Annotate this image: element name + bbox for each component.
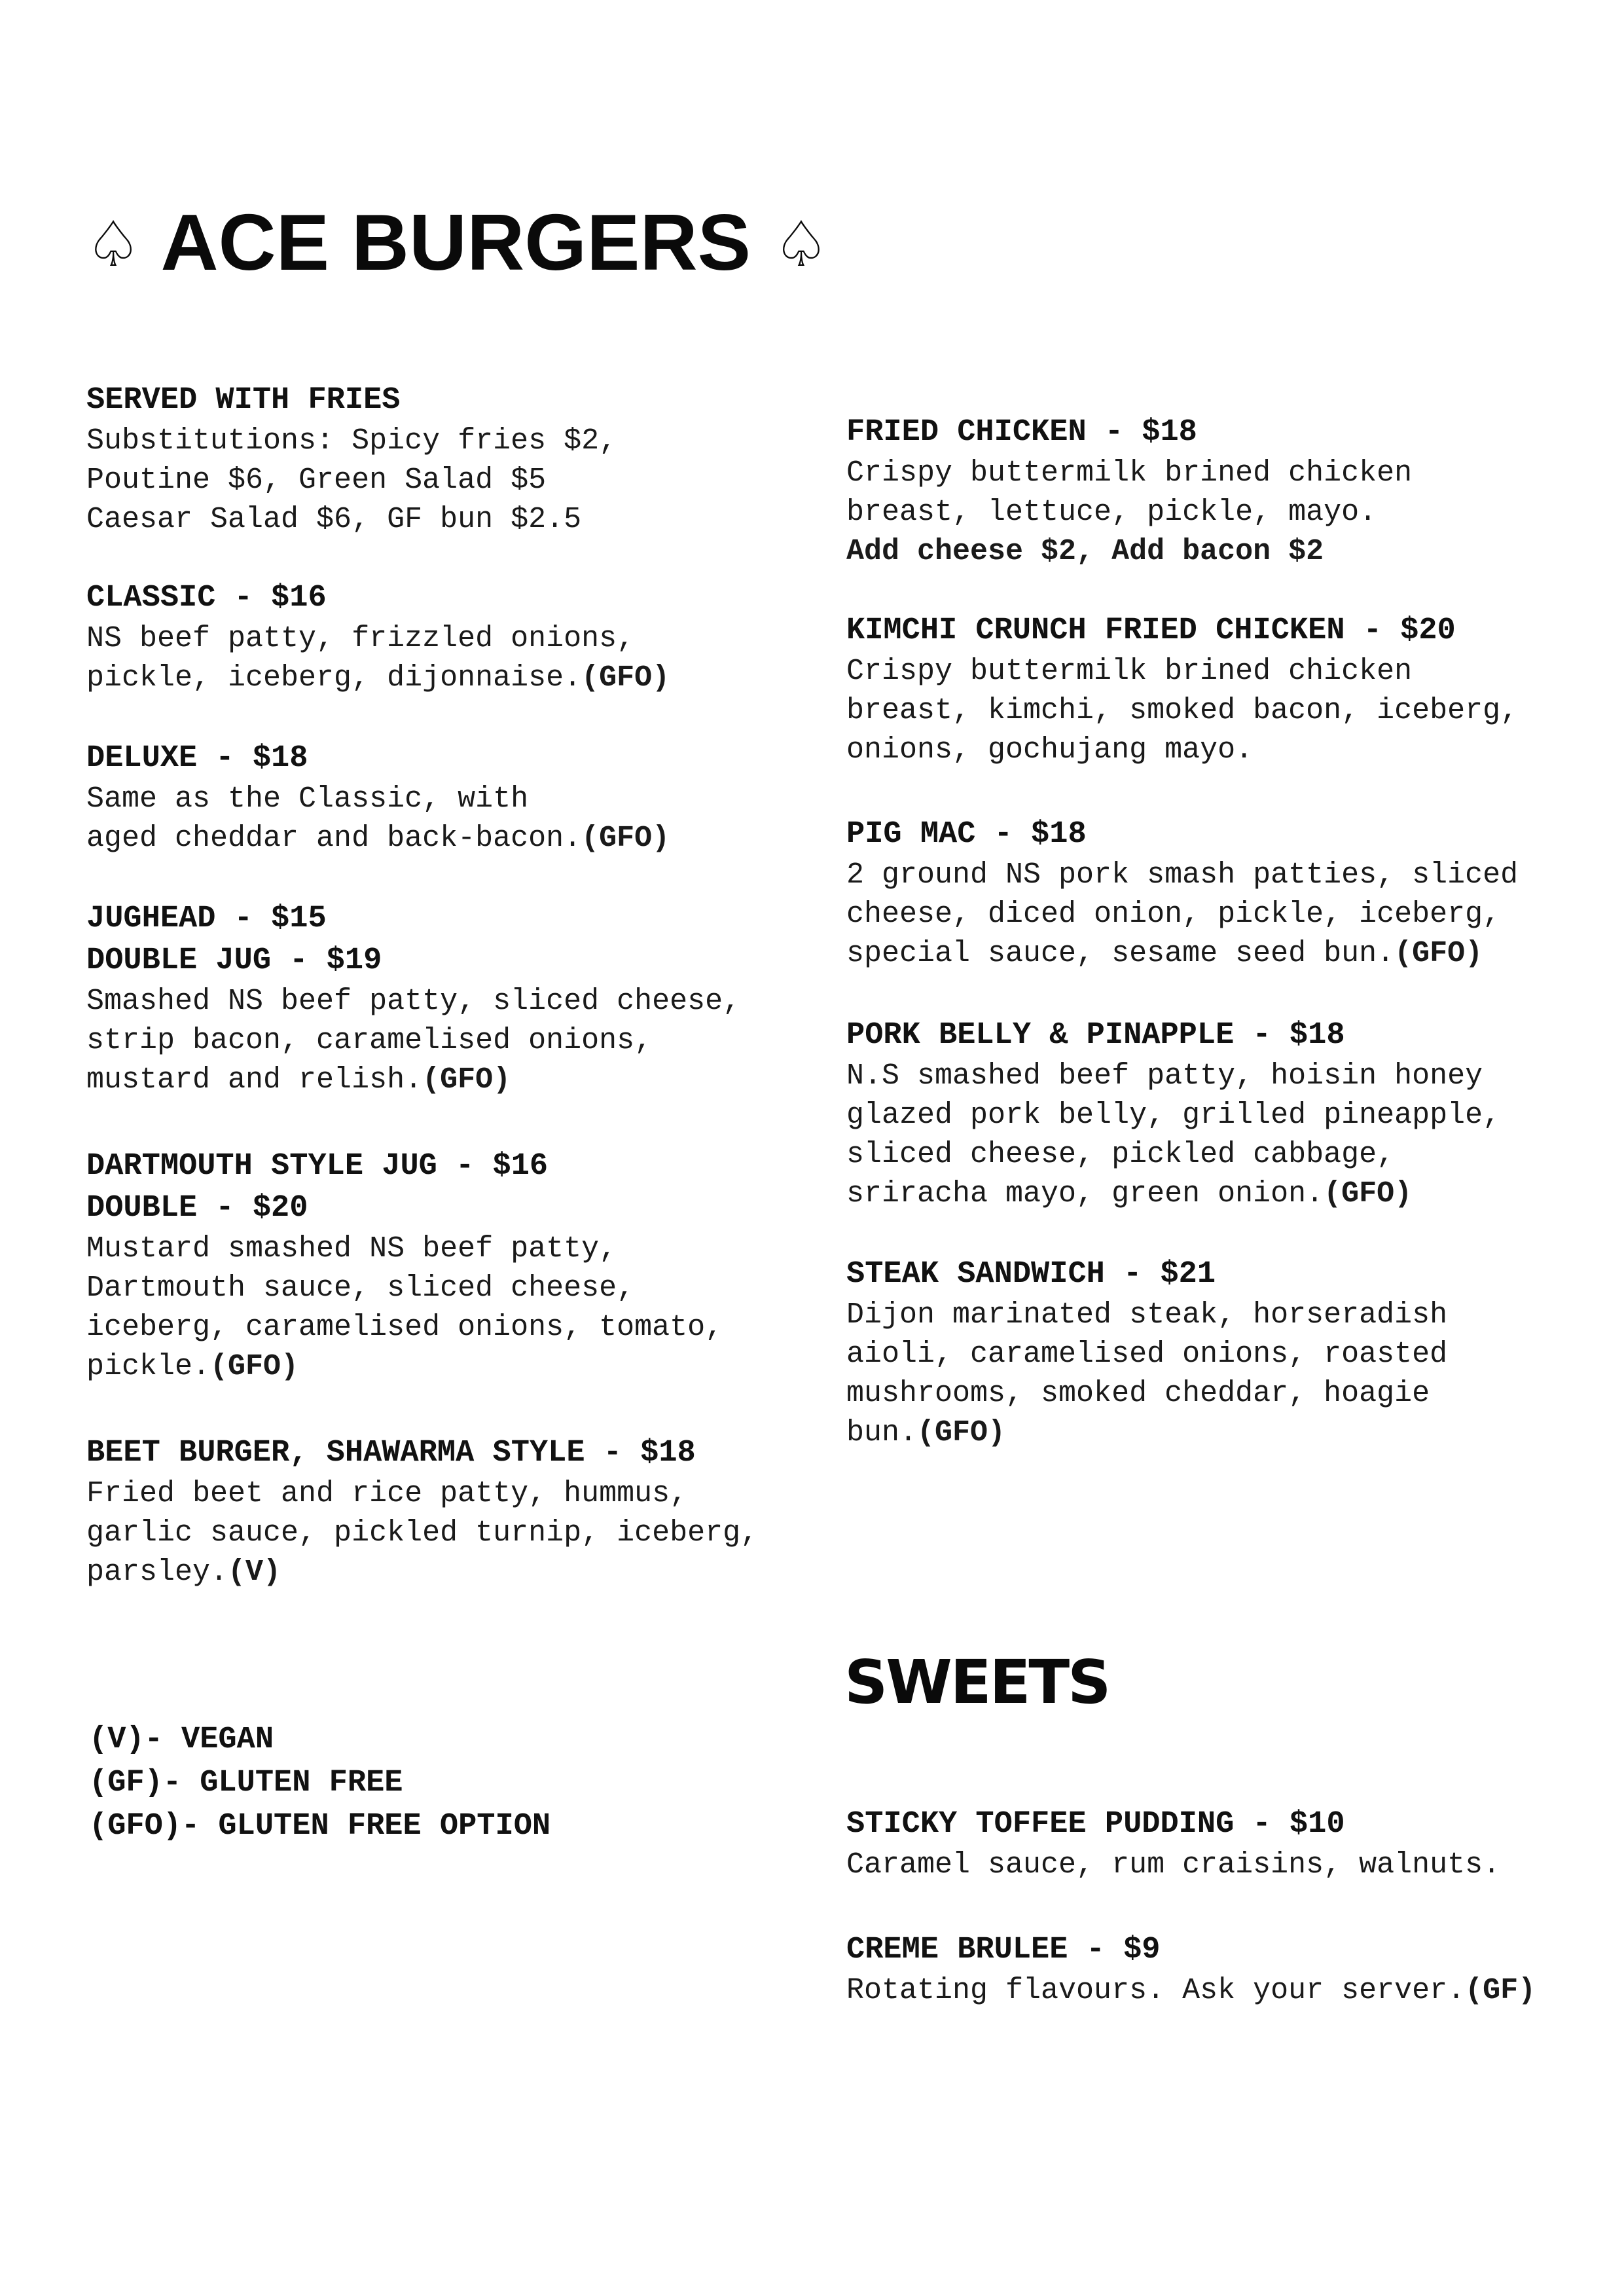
served-with-fries [86, 380, 617, 539]
item-name: KIMCHI CRUNCH FRIED CHICKEN - $20 [846, 613, 1456, 648]
item-desc-line: pickle, iceberg, dijonnaise.(GFO) [86, 661, 670, 695]
item-desc-line: Crispy buttermilk brined chicken [846, 456, 1413, 490]
page-title [85, 196, 829, 291]
menu-item-jughead [86, 898, 740, 1100]
served-line: Substitutions: Spicy fries $2, [86, 424, 617, 458]
item-name: DARTMOUTH STYLE JUG - $16 [86, 1149, 549, 1184]
served-line: Caesar Salad $6, GF bun $2.5 [86, 503, 582, 536]
item-desc-line: special sauce, sesame seed bun.(GFO) [846, 937, 1483, 970]
item-name: PORK BELLY & PINAPPLE - $18 [846, 1018, 1345, 1053]
item-desc-line: mushrooms, smoked cheddar, hoagie [846, 1377, 1430, 1410]
item-addons: Add cheese $2, Add bacon $2 [846, 535, 1324, 568]
item-name: DOUBLE - $20 [86, 1191, 308, 1226]
dietary-tag: (GFO) [581, 661, 670, 695]
item-desc-line: Same as the Classic, with [86, 782, 529, 816]
dietary-tag: (GFO) [1324, 1177, 1413, 1211]
item-desc-line: Mustard smashed NS beef patty, [86, 1232, 617, 1266]
item-name: CREME BRULEE - $9 [846, 1933, 1161, 1967]
item-desc-line: sriracha mayo, green onion.(GFO) [846, 1177, 1413, 1211]
item-desc-line: breast, kimchi, smoked bacon, iceberg, [846, 694, 1519, 727]
item-desc-line: Fried beet and rice patty, hummus, [86, 1477, 688, 1510]
dietary-tag: (V) [228, 1556, 281, 1589]
item-desc-line: aioli, caramelised onions, roasted [846, 1338, 1448, 1371]
menu-item-steak-sandwich [846, 1254, 1447, 1453]
item-desc-line: Crispy buttermilk brined chicken [846, 655, 1413, 688]
dietary-tag: (GFO) [581, 822, 670, 855]
item-desc-line: onions, gochujang mayo. [846, 733, 1254, 767]
served-line: Poutine $6, Green Salad $5 [86, 464, 547, 497]
menu-item-classic [86, 577, 670, 698]
sweets-heading: SWEETS [844, 1647, 1110, 1717]
item-desc-line: pickle.(GFO) [86, 1350, 299, 1383]
served-heading: SERVED WITH FRIES [86, 383, 401, 418]
menu-item-fried-chicken [846, 412, 1412, 572]
dietary-tag: (GF) [1465, 1974, 1536, 2007]
legend-vegan: (V)- VEGAN [89, 1722, 274, 1757]
item-name: FRIED CHICKEN - $18 [846, 415, 1197, 450]
item-desc-line: Dijon marinated steak, horseradish [846, 1298, 1448, 1332]
menu-item-deluxe [86, 738, 670, 858]
item-desc-line: Caramel sauce, rum craisins, walnuts. [846, 1848, 1501, 1882]
menu-item-kimchi-crunch [846, 610, 1518, 770]
spade-icon: ♤ [772, 210, 829, 280]
menu-item-creme-brulee [846, 1929, 1536, 2011]
item-desc-line: iceberg, caramelised onions, tomato, [86, 1311, 723, 1344]
item-name: STEAK SANDWICH - $21 [846, 1257, 1216, 1292]
spade-icon: ♤ [85, 210, 142, 280]
menu-item-pork-belly [846, 1015, 1500, 1214]
legend-gluten-free-option: (GFO)- GLUTEN FREE OPTION [89, 1809, 551, 1844]
dietary-tag: (GFO) [917, 1416, 1006, 1449]
menu-item-pig-mac [846, 814, 1518, 974]
item-desc-line: Smashed NS beef patty, sliced cheese, [86, 985, 741, 1018]
title-text: ACE BURGERS [160, 198, 751, 287]
menu-item-dartmouth-jug [86, 1146, 723, 1387]
item-desc-line: Dartmouth sauce, sliced cheese, [86, 1271, 635, 1305]
item-desc-line: breast, lettuce, pickle, mayo. [846, 496, 1377, 529]
item-desc-line: garlic sauce, pickled turnip, iceberg, [86, 1516, 759, 1550]
item-desc-line: mustard and relish.(GFO) [86, 1063, 511, 1097]
item-name: DOUBLE JUG - $19 [86, 943, 382, 978]
item-name: JUGHEAD - $15 [86, 902, 327, 936]
item-desc-line: 2 ground NS pork smash patties, sliced [846, 858, 1519, 892]
item-name: PIG MAC - $18 [846, 817, 1087, 852]
item-desc-line: parsley.(V) [86, 1556, 281, 1589]
item-name: DELUXE - $18 [86, 741, 308, 776]
item-desc-line: aged cheddar and back-bacon.(GFO) [86, 822, 670, 855]
item-desc-line: strip bacon, caramelised onions, [86, 1024, 653, 1057]
menu-item-sticky-toffee [846, 1804, 1500, 1885]
item-desc-line: NS beef patty, frizzled onions, [86, 622, 635, 655]
item-name: STICKY TOFFEE PUDDING - $10 [846, 1807, 1345, 1842]
dietary-legend [89, 1719, 550, 1848]
item-desc-line: sliced cheese, pickled cabbage, [846, 1138, 1395, 1171]
item-name: CLASSIC - $16 [86, 581, 327, 615]
menu-item-beet-burger [86, 1432, 758, 1592]
item-desc-line: Rotating flavours. Ask your server.(GF) [846, 1974, 1536, 2007]
item-name: BEET BURGER, SHAWARMA STYLE - $18 [86, 1436, 696, 1470]
dietary-tag: (GFO) [422, 1063, 511, 1097]
item-desc-line: cheese, diced onion, pickle, iceberg, [846, 898, 1501, 931]
item-desc-line: glazed pork belly, grilled pineapple, [846, 1099, 1501, 1132]
item-desc-line: N.S smashed beef patty, hoisin honey [846, 1059, 1483, 1093]
dietary-tag: (GFO) [210, 1350, 299, 1383]
item-desc-line: bun.(GFO) [846, 1416, 1006, 1449]
dietary-tag: (GFO) [1394, 937, 1483, 970]
legend-gluten-free: (GF)- GLUTEN FREE [89, 1766, 403, 1800]
